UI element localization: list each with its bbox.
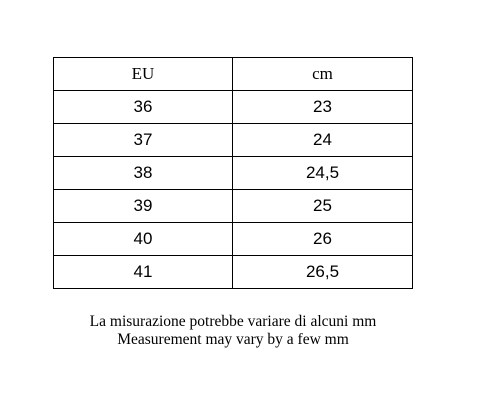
table-header-row	[54, 58, 413, 91]
cell-cm-length: 24,5	[233, 157, 413, 190]
header-cm: cm	[233, 58, 413, 91]
header-eu: EU	[54, 58, 233, 91]
cell-cm-length: 26	[233, 223, 413, 256]
table-row	[54, 91, 413, 124]
table-row	[54, 190, 413, 223]
cell-eu-size: 36	[54, 91, 233, 124]
cell-cm-length: 25	[233, 190, 413, 223]
table-row	[54, 124, 413, 157]
cell-eu-size: 37	[54, 124, 233, 157]
table-row	[54, 157, 413, 190]
table-row	[54, 256, 413, 289]
cell-cm-length: 24	[233, 124, 413, 157]
cell-cm-length: 23	[233, 91, 413, 124]
cell-eu-size: 41	[54, 256, 233, 289]
size-conversion-table	[53, 57, 413, 289]
cell-eu-size: 39	[54, 190, 233, 223]
note-english: Measurement may vary by a few mm	[117, 331, 349, 348]
cell-eu-size: 38	[54, 157, 233, 190]
note-italian: La misurazione potrebbe variare di alcuni mm	[89, 313, 377, 330]
cell-eu-size: 40	[54, 223, 233, 256]
measurement-notes	[0, 313, 466, 349]
cell-cm-length: 26,5	[233, 256, 413, 289]
table-row	[54, 223, 413, 256]
